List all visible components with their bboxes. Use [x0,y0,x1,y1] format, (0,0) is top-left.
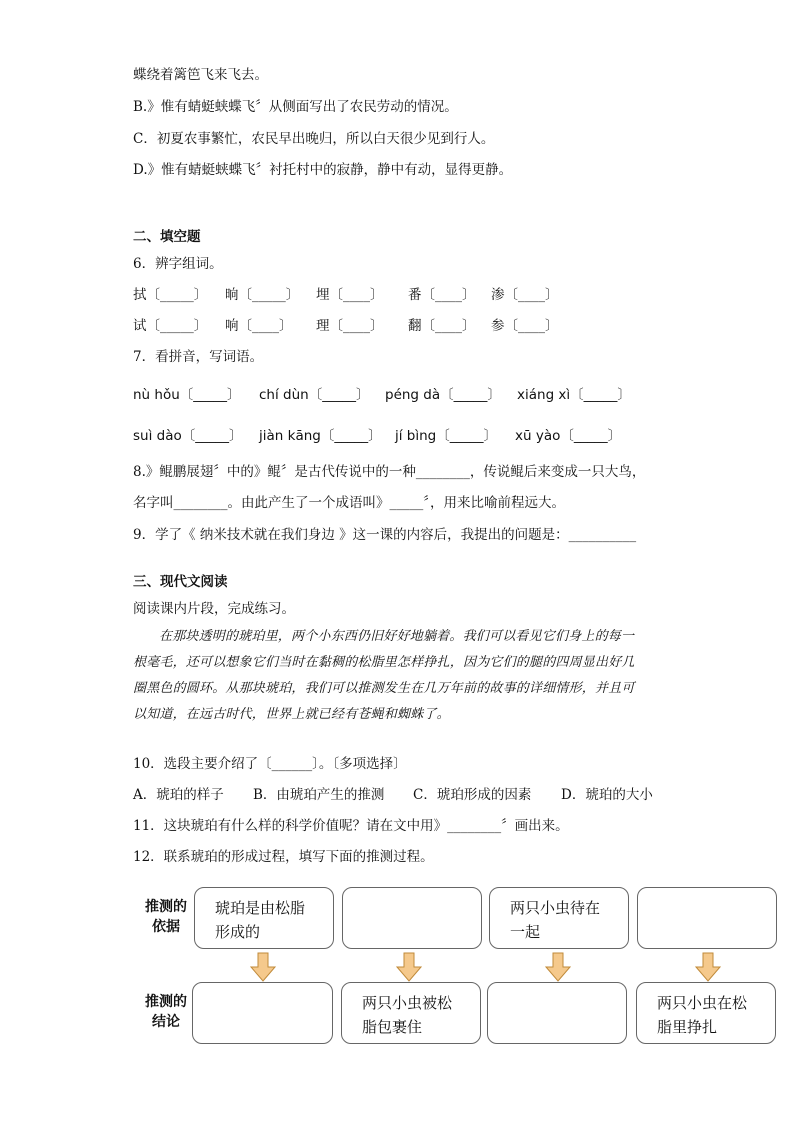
box-text: 形成的 [215,923,261,941]
q7-item: nù hǒu〔_____〕 [133,387,241,403]
question-8-line-2: 名字叫________。由此产生了一个成语叫》_____〞，用来比喻前程远大。 [133,495,565,511]
box-text: 两只小虫在松 [657,994,748,1012]
q6-item: 晌〔_____〕 [225,287,300,303]
reading-passage [133,624,663,734]
label-basis-line: 推测的 [145,899,187,915]
q7-item: chí dùn〔_____〕 [259,387,370,403]
q6-item: 埋〔____〕 [316,287,384,303]
conclusion-box-3[interactable] [487,982,627,1044]
arrow-shape [397,953,421,981]
arrow-shape [696,953,720,981]
basis-box-2[interactable] [342,887,482,949]
down-arrow-icon [396,952,422,982]
q6-item: 试〔_____〕 [133,318,208,334]
passage-line: 根毫毛，还可以想象它们当时在黏稠的松脂里怎样挣扎，因为它们的腿的四周显出好几 [133,655,635,670]
question-12: 12．联系琥珀的形成过程，填写下面的推测过程。 [133,849,434,865]
conclusion-box-2 [341,982,481,1044]
box-text: 两只小虫待在 [510,899,601,917]
label-conclusion [138,992,194,1032]
basis-box-3 [489,887,629,949]
passage-line: 在那块透明的琥珀里，两个小东西仍旧好好地躺着。我们可以看见它们身上的每一 [159,629,635,644]
q6-item: 响〔____〕 [225,318,293,334]
option-d: D.》惟有蜻蜓蛱蝶飞〞衬托村中的寂静，静中有动，显得更静。 [133,162,513,178]
box-text: 两只小虫被松 [362,994,453,1012]
box-text: 一起 [510,923,541,941]
q7-item: xiáng xì〔_____〕 [517,387,631,403]
box-text: 脂里挣扎 [657,1018,718,1036]
option-b: B.》惟有蜻蜓蛱蝶飞〞从侧面写出了农民劳动的情况。 [133,99,458,115]
q10-option-d: D．琥珀的大小 [561,787,653,803]
basis-box-4[interactable] [637,887,777,949]
question-11: 11．这块琥珀有什么样的科学价值呢？请在文中用》________〞画出来。 [133,818,569,834]
arrow-shape [546,953,570,981]
reading-intro: 阅读课内片段，完成练习。 [133,601,295,617]
box-text: 脂包裹住 [362,1018,423,1036]
option-a-continuation: 蝶绕着篱笆飞来飞去。 [133,67,268,83]
passage-line: 圈黑色的圆环。从那块琥珀，我们可以推测发生在几万年前的故事的详细情形，并且可 [133,681,635,696]
section-title-fill-in: 二、填空题 [133,229,201,245]
question-10: 10．选段主要介绍了〔______〕。〔多项选择〕 [133,756,407,772]
label-basis [138,897,194,937]
label-conclusion-line: 结论 [152,1014,180,1030]
question-7: 7．看拼音，写词语。 [133,349,264,365]
down-arrow-icon [545,952,571,982]
basis-box-1 [194,887,334,949]
down-arrow-icon [250,952,276,982]
question-8-line-1: 8.》鲲鹏展翅〞中的》鲲〞是古代传说中的一种________，传说鲲后来变成一只大鸟， [133,464,646,480]
q6-item: 参〔____〕 [491,318,559,334]
q6-item: 拭〔_____〕 [133,287,208,303]
q7-item: xū yào〔_____〕 [515,428,622,444]
conclusion-box-1[interactable] [192,982,333,1044]
q6-item: 番〔____〕 [408,287,476,303]
q7-item: jiàn kāng〔_____〕 [259,428,382,444]
down-arrow-icon [695,952,721,982]
arrow-shape [251,953,275,981]
q10-option-b: B．由琥珀产生的推测 [253,787,385,803]
label-basis-line: 依据 [152,919,180,935]
q6-item: 理〔____〕 [316,318,384,334]
q7-item: péng dà〔_____〕 [385,387,501,403]
q10-option-a: A．琥珀的样子 [133,787,224,803]
q6-item: 翻〔____〕 [408,318,476,334]
passage-line: 以知道，在远古时代，世界上就已经有苍蝇和蜘蛛了。 [133,707,450,722]
question-6: 6．辨字组词。 [133,256,223,272]
q10-option-c: C．琥珀形成的因素 [413,787,532,803]
q6-item: 渗〔____〕 [491,287,559,303]
q7-item: jí bìng〔_____〕 [395,428,497,444]
section-title-reading: 三、现代文阅读 [133,574,228,590]
q7-item: suì dào〔_____〕 [133,428,243,444]
conclusion-box-4 [636,982,776,1044]
label-conclusion-line: 推测的 [145,994,187,1010]
box-text: 琥珀是由松脂 [215,899,306,917]
option-c: C．初夏农事繁忙，农民早出晚归，所以白天很少见到行人。 [133,131,495,147]
question-9: 9．学了《 纳米技术就在我们身边 》这一课的内容后，我提出的问题是：__________ [133,527,637,543]
